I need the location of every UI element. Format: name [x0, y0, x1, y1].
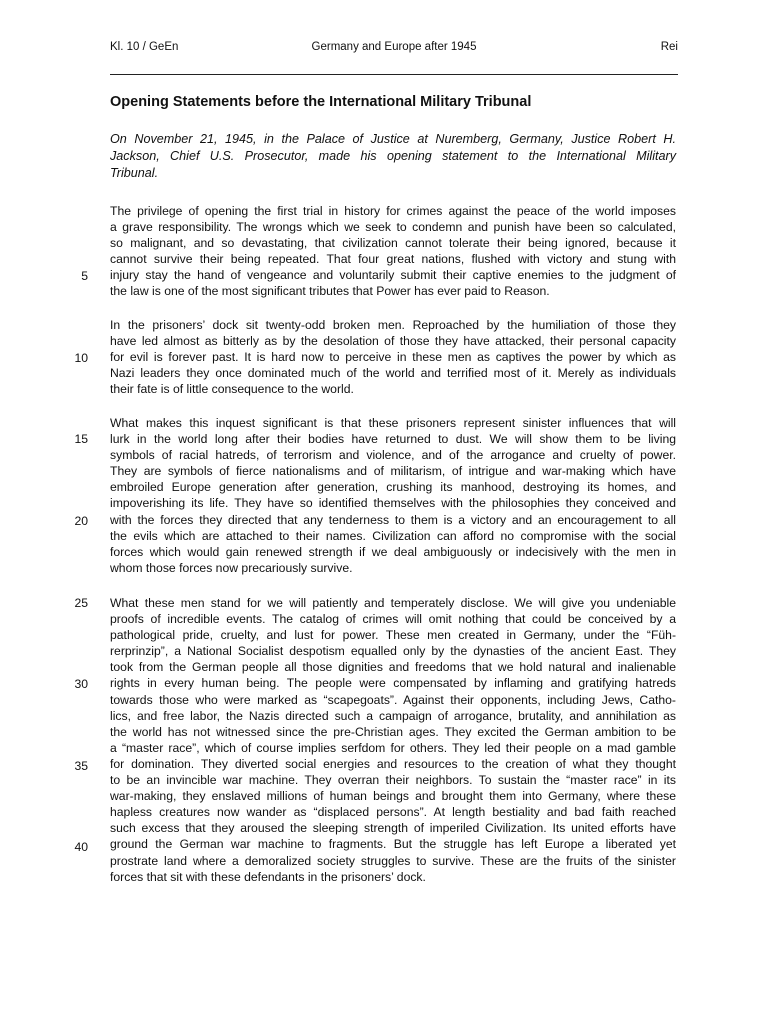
intro-paragraph [110, 131, 676, 182]
text-line: rights in every human being. The people were compensated by inflaming and gratifying hatreds [110, 676, 676, 691]
text-line: with the forces they directed that any tenderness to them is a victory and an encouragement to all [110, 512, 676, 527]
text-line: pathological pride, cruelty, and lust for power. These men created in Germany, under the “Füh- [110, 628, 676, 643]
text-line: took from the German people all those dignities and freedoms that we hold natural and inalienable [110, 660, 676, 675]
header-divider [110, 74, 678, 75]
text-line: embroiled Europe generation after generation, crushing its manhood, destroying its homes, and [110, 480, 676, 495]
intro-line: Tribunal. [110, 166, 159, 180]
text-line: What makes this inquest significant is that these prisoners represent sinister influences that will [110, 416, 676, 430]
text-line: hapless creatures now wander as “displaced persons”. At length bestiality and bad faith reached [110, 805, 676, 820]
text-line: a “master race”, which of course implies serfdom for others. They led their people on a mad gamble [110, 740, 676, 755]
text-line: have led almost as bitterly as by the desolation of those they have attacked, their personal capacity [110, 334, 676, 349]
paragraph-2 [110, 317, 676, 397]
text-line: symbols of racial hatreds, of terrorism and violence, and of the arrogance and cruelty of power. [110, 448, 676, 463]
line-number: 10 [74, 351, 88, 365]
text-line: Nazi leaders they once dominated much of the world and terrified most of it. Merely as individuals [110, 366, 676, 381]
text-line: so malignant, and so devastating, that civilization cannot tolerate their being ignored, because it [110, 236, 676, 251]
paragraph-4 [110, 595, 676, 885]
paragraph-3 [110, 415, 676, 576]
line-number: 25 [74, 596, 88, 610]
line-number: 15 [74, 432, 88, 446]
text-line: towards those who were marked as “scapegoats”. Against their opponents, including Jews, Catho- [110, 692, 676, 707]
text-line: forces that sit with these defendants in the prisoners’ dock. [110, 869, 426, 884]
text-line: In the prisoners’ dock sit twenty-odd broken men. Reproached by the humiliation of those they [110, 318, 676, 332]
line-number: 40 [74, 840, 88, 854]
text-line: prostrate land where a demoralized society struggles to survive. These are the fruits of the sinister [110, 853, 676, 868]
header-topic: Germany and Europe after 1945 [311, 41, 477, 53]
text-line: They are symbols of fierce nationalisms and of militarism, of intrigue and war-making which have [110, 464, 676, 479]
text-line: lurk in the world long after their bodies have returned to dust. We will show them to be living [110, 432, 676, 447]
text-line: for evil is forever past. It is hard now to perceive in these men as captives the power by which as [110, 350, 676, 365]
text-line: the law is one of the most significant tributes that Power has ever paid to Reason. [110, 284, 550, 299]
text-line: to be an invincible war machine. They overran their neighbors. To sustain the “master race” in its [110, 773, 676, 788]
text-line: proofs of incredible events. The catalog of crimes will omit nothing that could be conceived by a [110, 612, 676, 627]
text-line: such excess that they aroused the sleeping strength of imperiled Civilization. Its united efforts have [110, 821, 676, 836]
text-line: impoverishing its life. They have so identified themselves with the philosophies they conceived and [110, 496, 676, 511]
text-line: war-making, they enslaved millions of human beings and brought them into Germany, where these [110, 789, 676, 804]
intro-line: On November 21, 1945, in the Palace of Justice at Nuremberg, Germany, Justice Robert H. [110, 132, 676, 146]
text-line: What these men stand for we will patiently and temperately disclose. We will give you undeniable [110, 596, 676, 610]
page-header [110, 41, 678, 59]
text-line: whom those forces now precariously survive. [110, 560, 353, 575]
line-number: 5 [81, 269, 88, 283]
text-line: lics, and free labor, the Nazis directed such a campaign of arrogance, brutality, and annihilation as [110, 708, 676, 723]
text-line: rerprinzip”, a National Socialist despotism equalled only by the dynasties of the ancient East. They [110, 644, 676, 659]
page-title: Opening Statements before the International Military Tribunal [110, 94, 532, 110]
text-line: The privilege of opening the first trial in history for crimes against the peace of the world imposes [110, 204, 676, 218]
intro-line: Jackson, Chief U.S. Prosecutor, made his opening statement to the International Military [110, 149, 676, 163]
text-line: ground the German war machine to fragments. But the struggle has left Europe a liberated yet [110, 837, 676, 852]
text-line: for domination. They diverted social energies and resources to the creation of what they thought [110, 756, 676, 771]
line-number: 20 [74, 514, 88, 528]
header-author: Rei [660, 41, 678, 53]
paragraph-1 [110, 203, 676, 300]
text-line: cannot survive their being repeated. That four great nations, flushed with victory and stung with [110, 252, 676, 267]
header-course: Kl. 10 / GeEn [110, 41, 179, 53]
text-line: their fate is of little consequence to the world. [110, 382, 354, 397]
text-line: injury stay the hand of vengeance and voluntarily submit their captive enemies to the judgment of [110, 268, 676, 283]
text-line: a grave responsibility. The wrongs which we seek to condemn and punish have been so calculated, [110, 220, 676, 235]
text-line: the evils which are attached to their names. Civilization can afford no compromise with the social [110, 528, 676, 543]
line-number: 30 [74, 677, 88, 691]
text-line: the world has not witnessed since the pre-Christian ages. They excited the German ambition to be [110, 724, 676, 739]
line-number: 35 [74, 759, 88, 773]
text-line: forces which would gain renewed strength if we deal ambiguously or indecisively with the men in [110, 544, 676, 559]
